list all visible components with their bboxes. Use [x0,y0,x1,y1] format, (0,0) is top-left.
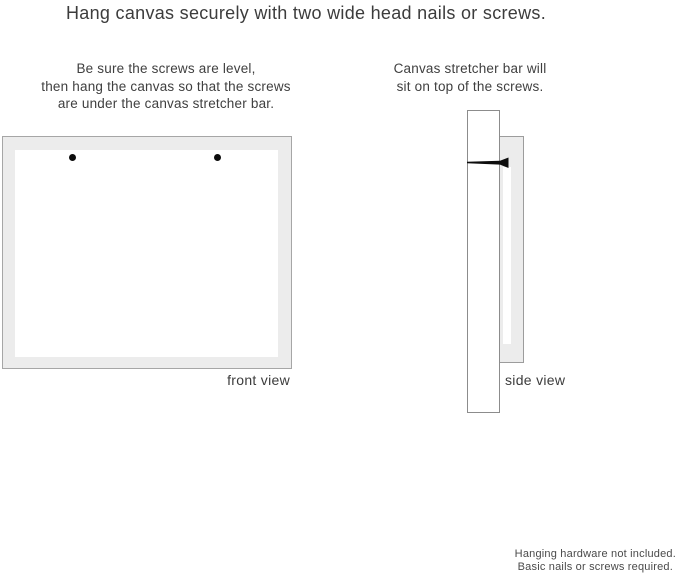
disclaimer-line: Hanging hardware not included. [514,548,676,560]
side-view-label: side view [505,372,566,388]
screw-head-icon [69,154,76,161]
hardware-disclaimer [515,548,676,573]
side-instruction-line: Canvas stretcher bar will [393,61,547,76]
canvas-front-face [15,150,278,357]
front-view-label: front view [227,372,290,388]
front-instruction-line: are under the canvas stretcher bar. [57,96,275,111]
front-instruction-line: then hang the canvas so that the screws [41,78,291,94]
front-view-instructions [6,60,326,113]
canvas-front-frame [2,136,292,369]
side-view-instructions [380,60,560,95]
nail-icon [467,158,509,169]
page-title: Hang canvas securely with two wide head nails or screws. [65,3,546,23]
side-instruction-line: sit on top of the screws. [396,78,544,94]
nail-side-icon [460,150,520,176]
screw-head-icon [214,154,221,161]
front-instruction-line: Be sure the screws are level, [76,61,256,76]
canvas-wall-gap [503,167,511,344]
disclaimer-line: Basic nails or screws required. [517,560,674,573]
